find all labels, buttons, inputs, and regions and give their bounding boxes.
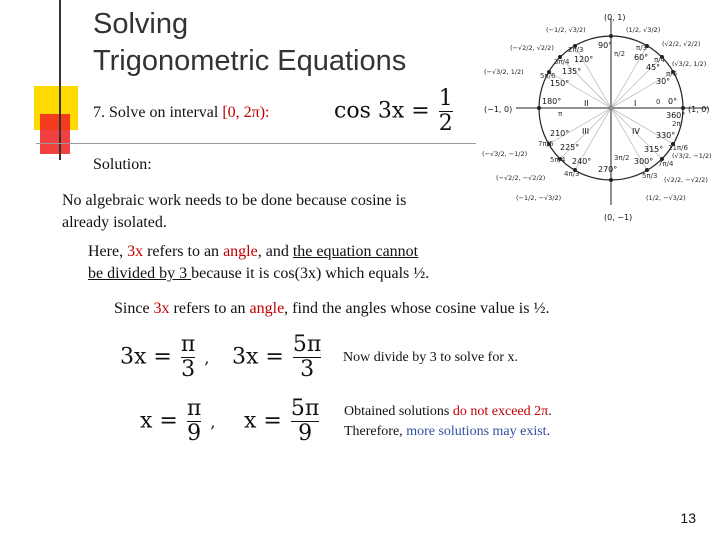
- eq2-den: 3: [300, 357, 315, 382]
- eq4-lhs: x =: [244, 408, 282, 434]
- eq3-num: π: [186, 396, 202, 421]
- uc-c300: (1/2, −√3/2): [646, 194, 686, 202]
- p2-d: angle: [223, 243, 258, 260]
- uc-a270: 270°: [598, 165, 618, 174]
- eq4-den: 9: [298, 421, 313, 446]
- problem-frac-den: 2: [438, 111, 453, 136]
- uc-right-coord: (1, 0): [688, 105, 710, 114]
- eq3-den: 9: [187, 421, 202, 446]
- uc-left-coord: (−1, 0): [484, 105, 513, 114]
- equation-3: [140, 398, 215, 445]
- uc-a315: 315°: [644, 145, 664, 154]
- eq1-num: π: [180, 332, 196, 357]
- title-line-1: Solving: [93, 8, 189, 40]
- eq1-sep: ,: [204, 348, 210, 368]
- note-solutions: [344, 402, 552, 442]
- uc-c330: (√3/2, −1/2): [672, 152, 712, 160]
- uc-a150: 150°: [550, 79, 570, 88]
- uc-c120: (−1/2, √3/2): [546, 26, 586, 34]
- problem-frac-num: 1: [438, 86, 453, 111]
- p3-d: angle: [249, 300, 285, 317]
- eq2-num: 5π: [292, 332, 322, 357]
- uc-a225: 225°: [560, 143, 580, 152]
- note2-a: Obtained solutions: [344, 404, 453, 419]
- uc-a60: 60°: [634, 53, 649, 62]
- paragraph-1: [62, 190, 406, 234]
- uc-c135: (−√2/2, √2/2): [510, 44, 554, 52]
- uc-a180: 180°: [542, 97, 562, 106]
- note2-b: do not exceed 2π: [452, 404, 549, 419]
- p2-h: because it is cos(3x) which equals ½.: [191, 265, 430, 282]
- uc-c210: (−√3/2, −1/2): [482, 150, 528, 158]
- note2-e: more solutions may exist: [406, 424, 547, 439]
- paragraph-1-line-1: No algebraic work needs to be done because cosine is: [62, 192, 407, 209]
- uc-r-2pi: 2π: [672, 120, 681, 128]
- uc-c60: (1/2, √3/2): [626, 26, 661, 34]
- uc-a360: 360°: [666, 111, 686, 120]
- uc-a330: 330°: [656, 131, 676, 140]
- uc-a30: 30°: [656, 77, 671, 86]
- uc-c30: (√3/2, 1/2): [672, 60, 707, 68]
- uc-r-4pi3: 4π/3: [564, 170, 580, 178]
- solution-label: Solution:: [93, 156, 152, 173]
- uc-bottom-coord: (0, −1): [604, 213, 633, 222]
- eq1-den: 3: [181, 357, 196, 382]
- p2-b: 3x: [127, 243, 144, 260]
- problem-label: 7. Solve on interval: [93, 104, 219, 121]
- p2-e: , and: [257, 243, 293, 260]
- uc-c240: (−1/2, −√3/2): [516, 194, 562, 202]
- problem-statement: [93, 104, 270, 122]
- uc-c150: (−√3/2, 1/2): [484, 68, 524, 76]
- eq2-lhs: 3x =: [232, 344, 284, 370]
- p3-b: 3x: [153, 300, 170, 317]
- decorative-vertical-line: [59, 0, 61, 160]
- p3-e: , find the angles whose cosine value is ½.: [284, 300, 550, 317]
- paragraph-1-line-2: already isolated.: [62, 214, 167, 231]
- unit-circle-diagram: [476, 10, 716, 222]
- eq3-sep: ,: [210, 412, 216, 432]
- equation-2: [232, 334, 323, 381]
- uc-r-pi: π: [558, 110, 563, 118]
- slide-title: [93, 6, 406, 80]
- p2-g: be divided by 3: [88, 265, 192, 282]
- uc-c225: (−√2/2, −√2/2): [496, 174, 546, 182]
- uc-a0: 0°: [668, 97, 678, 106]
- p2-f: the equation cannot: [292, 243, 419, 260]
- uc-r-5pi3: 5π/3: [642, 172, 658, 180]
- uc-r-pi4: π/4: [654, 56, 666, 64]
- uc-r-pi2: π/2: [614, 50, 626, 58]
- uc-r-3pi2: 3π/2: [614, 154, 630, 162]
- note2-c: .: [548, 404, 552, 419]
- problem-equation: [334, 88, 455, 135]
- uc-r-7pi4: 7π/4: [658, 160, 674, 168]
- title-line-2: Trigonometric Equations: [93, 45, 407, 77]
- eq4-num: 5π: [290, 396, 320, 421]
- uc-a135: 135°: [562, 67, 582, 76]
- problem-interval: [0, 2π):: [222, 104, 270, 121]
- note-divide: Now divide by 3 to solve for x.: [343, 350, 518, 365]
- p2-a: Here,: [88, 243, 128, 260]
- p3-a: Since: [114, 300, 154, 317]
- uc-q4: IV: [632, 127, 640, 136]
- uc-a90: 90°: [598, 41, 613, 50]
- uc-r-7pi6: 7π/6: [538, 140, 554, 148]
- decorative-horizontal-line: [36, 143, 476, 144]
- uc-r-pi6: π/6: [666, 70, 678, 78]
- equation-1: [120, 334, 209, 381]
- paragraph-2: [88, 241, 498, 285]
- uc-r-pi3: π/3: [636, 44, 648, 52]
- eq1-lhs: 3x =: [120, 344, 172, 370]
- note2-f: .: [546, 424, 551, 439]
- uc-a300: 300°: [634, 157, 654, 166]
- uc-r-2pi3: 2π/3: [568, 46, 584, 54]
- paragraph-3: [114, 298, 549, 320]
- uc-r-3pi4: 3π/4: [554, 58, 570, 66]
- note2-d: Therefore,: [344, 424, 407, 439]
- p2-c: refers to an: [143, 243, 224, 260]
- uc-q1: I: [634, 99, 637, 108]
- uc-c315: (√2/2, −√2/2): [664, 176, 708, 184]
- uc-a210: 210°: [550, 129, 570, 138]
- uc-r-5pi6: 5π/6: [540, 72, 556, 80]
- eq3-lhs: x =: [140, 408, 178, 434]
- p3-c: refers to an: [169, 300, 250, 317]
- uc-r-11pi6: 11π/6: [668, 144, 688, 152]
- uc-top-coord: (0, 1): [604, 13, 626, 22]
- uc-q3: III: [582, 127, 590, 136]
- problem-fraction: [439, 88, 453, 135]
- uc-q2: II: [584, 99, 589, 108]
- equation-4: [244, 398, 321, 445]
- page-number: 13: [680, 510, 696, 526]
- uc-c45: (√2/2, √2/2): [662, 40, 701, 48]
- uc-a45: 45°: [646, 63, 661, 72]
- problem-equation-lhs: cos 3x =: [334, 98, 430, 124]
- uc-r-5pi4: 5π/4: [550, 156, 566, 164]
- uc-a120: 120°: [574, 55, 594, 64]
- decorative-red-square: [40, 114, 70, 154]
- uc-a240: 240°: [572, 157, 592, 166]
- uc-r-0: 0: [656, 98, 661, 106]
